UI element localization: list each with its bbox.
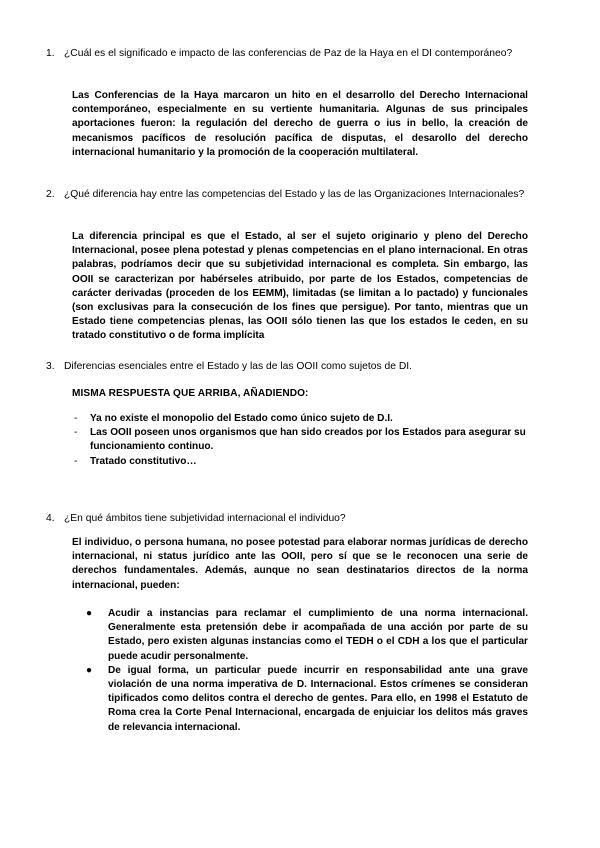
question-text: ¿Qué diferencia hay entre las competencias del Estado y las de las Organizaciones Internacionales? [64,189,525,200]
question-1 [46,47,530,61]
question-text: Diferencias esenciales entre el Estado y las de las OOII como sujetos de DI. [64,361,412,372]
list-item: - Las OOII poseen unos organismos que han sido creados por los Estados para asegurar su funcionamiento continuo. [72,426,532,454]
question-text: ¿En qué ámbitos tiene subjetividad internacional el individuo? [64,513,346,524]
list-item [84,664,528,735]
answer-3-list [72,412,532,469]
question-2 [46,188,530,202]
answer-2: La diferencia principal es que el Estado, al ser el sujeto originario y pleno del Derecho Internacional, posee plena potestad y plenas competencias en el plano internacional. En otras palabras, podríamos decir que su subjetividad internacional es completa. Sin embargo, las OOII se caracterizan por habérseles atribuido, por parte de los Estados, competencias de carácter derivadas (proceden de los EEMM), limitadas (se limitan a lo pactado) y funcionales (son exclusivas para la consecución de los fines que persigue). Por tanto, mientras que un Estado tiene competencias plenas, las OOII sólo tienen las que los estados le ceden, en su tratado constitutivo o de forma implícita [72,231,528,342]
question-number: 1. [46,48,55,59]
bullet-icon: ● [86,664,93,676]
question-3 [46,360,530,374]
question-text: ¿Cuál es el significado e impacto de las conferencias de Paz de la Haya en el DI contemporáneo? [64,48,513,59]
list-item [84,607,528,664]
answer-4-list [84,607,528,735]
answer-4-intro [72,536,528,593]
bullet-icon: ● [86,608,93,619]
answer-1: Las Conferencias de la Haya marcaron un hito en el desarrollo del Derecho Internacional contemporáneo, especialmente en su vertiente humanitaria. Algunas de sus principales aportaciones fueron: la regulación del derecho de guerra o ius in bello, la creación de mecanismos pacíficos de resolución pacífica de disputas, el desarollo del derecho internacional humanitario y la promoción de la cooperación multilateral. [72,90,528,158]
answer-3-subheading: MISMA RESPUESTA QUE ARRIBA, AÑADIENDO: [72,388,309,399]
question-number: 2. [46,189,55,200]
list-item: - Tratado constitutivo… [72,455,532,469]
list-item-text: Acudir a instancias para reclamar el cumplimiento de una norma internacional. Generalmente esta pretensión debe ir acompañada de una acción por parte de su Estado, pero existen algunas instancias como el TEDH o el CDH a los que el particular puede acudir personalmente. [108,608,528,662]
list-item-text: De igual forma, un particular puede incurrir en responsabilidad ante una grave violación de una norma imperativa de D. Internacional. Estos crímenes se consideran tipificados como delitos contra el derecho de gentes. Para ello, en 1998 el Estatuto de Roma crea la Corte Penal Internacional, encargada de enjuiciar los delitos más graves de relevancia internacional. [108,664,528,733]
question-number: 3. [46,361,55,372]
intro-text: no posee potestad para elaborar normas jurídicas de derecho internacional, ni status jurídico ante las OOII, pero sí que se le reconocen una serie de derechos fundamentales. Además, aunque no sean destinatarios directos de la norma internacional, pueden: [72,537,528,591]
question-4 [46,512,530,526]
intro-bold: El individuo, o persona humana, [72,537,228,548]
question-number: 4. [46,513,55,524]
list-item: - Ya no existe el monopolio del Estado como único sujeto de D.I. [72,412,532,426]
